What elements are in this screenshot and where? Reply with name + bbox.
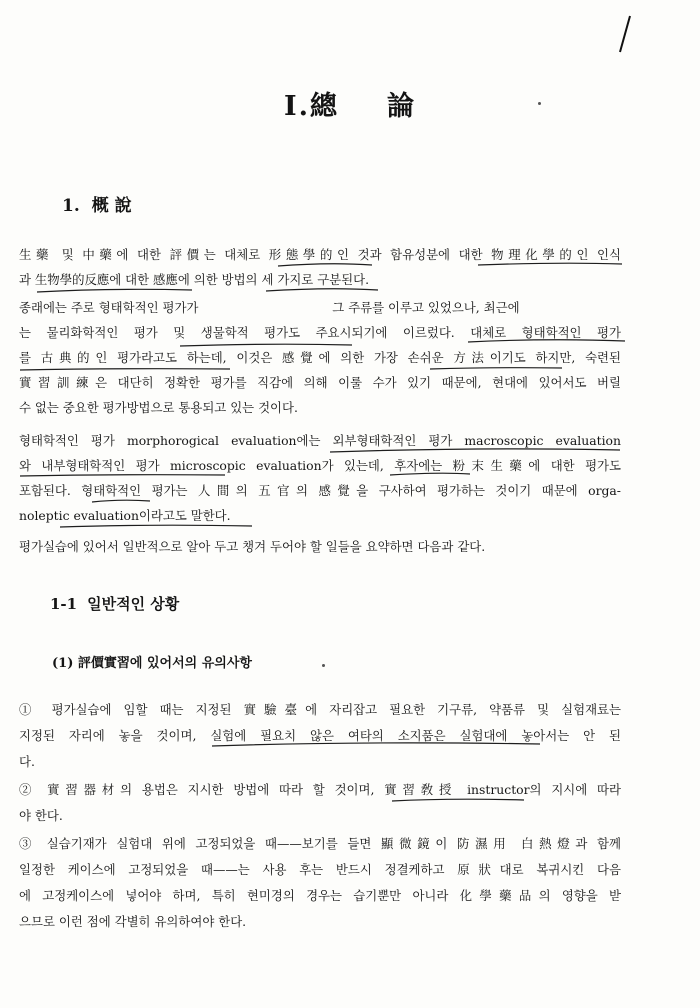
paragraph-3-line: 와 내부형태학적인 평가 microscopic evaluation가 있는데, 후자에는 粉末生藥에 대한 평가도 (19, 458, 621, 473)
paragraph-2-line: 實習訓練은 대단히 정확한 평가를 직감에 의해 이룰 수가 있기 때문에, 현대에 있어서도 버릴 (19, 375, 621, 390)
section-title: 概 說 (91, 196, 132, 216)
paragraph-1-line: 生藥 및 中藥에 대한 評價는 대체로 形態學的인 것과 함유성분에 대한 物理化學的인 인식 (19, 247, 621, 262)
paragraph-4-line: 평가실습에 있어서 일반적으로 알아 두고 챙겨 두어야 할 일들을 요약하면 다음과 같다. (19, 539, 486, 554)
item-1-line: 다. (19, 754, 35, 769)
item-1 (19, 697, 621, 775)
subheading: (1) 評價實習에 있어서의 유의사항 (52, 656, 252, 671)
paragraph-2-line: 수 없는 중요한 평가방법으로 통용되고 있는 것이다. (19, 400, 298, 415)
item-3-line: 으므로 이런 점에 각별히 유의하여야 한다. (19, 914, 247, 929)
item-1-line: ① 평가실습에 임할 때는 지정된 實驗臺에 자리잡고 필요한 기구류, 약품류 및 실험재료는 (19, 702, 621, 717)
item-2-line: 야 한다. (19, 808, 63, 823)
item-1-line: 지정된 자리에 놓을 것이며, 실험에 필요치 않은 여타의 소지품은 실험대에 놓아서는 안 된 (19, 728, 621, 743)
subsection-title: 일반적인 상황 (87, 595, 180, 613)
item-2 (19, 777, 621, 829)
stray-dot (322, 664, 325, 667)
chapter-number: I. (283, 91, 311, 122)
section-heading (62, 191, 132, 216)
chapter-title-b: 論 (387, 91, 417, 122)
paragraph-3-line: 형태학적인 평가 morphorogical evaluation에는 외부형태학적인 평가 macroscopic evaluation (19, 433, 621, 448)
chapter-title (0, 84, 700, 123)
paragraph-2 (19, 295, 621, 420)
subsection-heading (50, 593, 179, 614)
paragraph-2-line: 종래에는 주로 형태학적인 평가가 그 주류를 이루고 있었으나, 최근에 (19, 300, 520, 315)
paragraph-1-line: 과 生物學的反應에 대한 感應에 의한 방법의 세 가지로 구분된다. (19, 272, 370, 287)
stray-dot (538, 102, 541, 105)
paragraph-4 (19, 534, 621, 559)
paragraph-1 (19, 242, 621, 292)
paragraph-3 (19, 428, 621, 528)
chapter-title-a: 總 (310, 91, 340, 122)
item-3-line: ③ 실습기재가 실험대 위에 고정되었을 때——보기를 들면 顯微鏡이 防濕用 白熱燈과 함께 (19, 836, 621, 851)
paragraph-2-line: 는 물리화학적인 평가 및 생물학적 평가도 주요시되기에 이르렀다. 대체로 형태학적인 평가 (19, 325, 621, 340)
item-3-line: 일정한 케이스에 고정되었을 때——는 사용 후는 반드시 정결케하고 原狀대로 복귀시킨 다음 (19, 862, 621, 877)
item-3 (19, 831, 621, 935)
subsection-number: 1-1 (50, 595, 78, 613)
paragraph-3-line: noleptic evaluation이라고도 말한다. (19, 508, 231, 523)
item-3-line: 에 고정케이스에 넣어야 하며, 특히 현미경의 경우는 습기뿐만 아니라 化學藥品의 영향을 받 (19, 888, 621, 903)
paragraph-2-line: 를 古典的인 평가라고도 하는데, 이것은 感覺에 의한 가장 손쉬운 方法이기도 하지만, 숙련된 (19, 350, 621, 365)
section-number: 1. (62, 196, 80, 216)
paragraph-3-line: 포함된다. 형태학적인 평가는 人間의 五官의 感覺을 구사하여 평가하는 것이기 때문에 orga- (19, 483, 621, 498)
page-number-mark (616, 14, 634, 54)
item-2-line: ② 實習器材의 용법은 지시한 방법에 따라 할 것이며, 實習敎授 instructor의 지시에 따라 (19, 782, 621, 797)
